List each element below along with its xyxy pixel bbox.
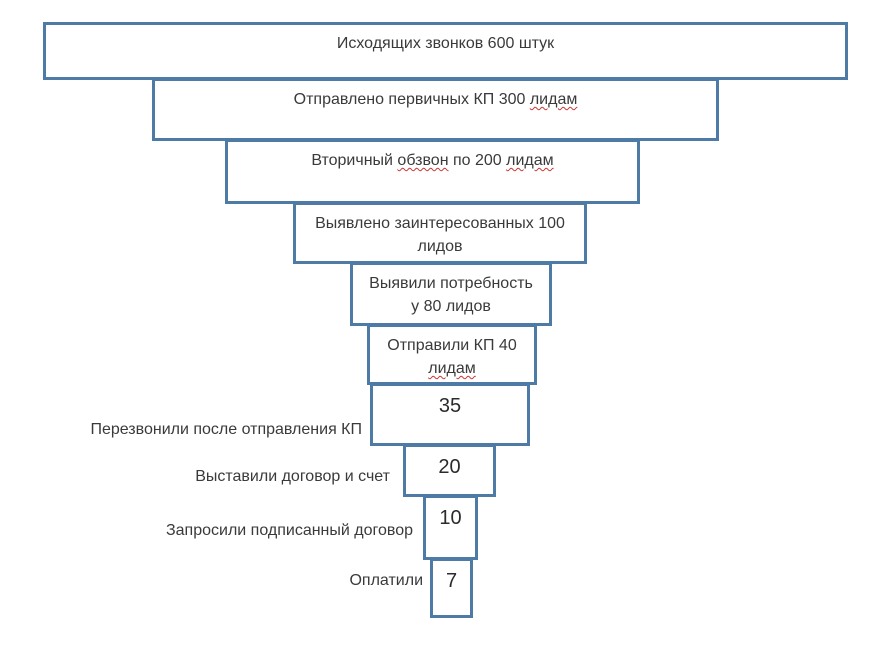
funnel-stage-10-box: [430, 558, 473, 618]
funnel-stage-5-label-line1: Выявили потребность: [369, 275, 533, 292]
funnel-stage-6-misspelled-word: лидам: [428, 360, 476, 377]
side-label-stage-8: Выставили договор и счет: [195, 468, 390, 485]
funnel-stage-3-label-mid: по 200: [448, 152, 507, 169]
funnel-stage-8-box: [403, 444, 496, 497]
funnel-stage-6-box: [367, 324, 537, 385]
funnel-stage-9-box: [423, 495, 478, 560]
side-label-stage-7: Перезвонили после отправления КП: [90, 421, 362, 438]
funnel-stage-2-box: [152, 78, 719, 141]
funnel-stage-1-label: Исходящих звонков 600 штук: [336, 35, 555, 52]
funnel-stage-4-box: [293, 202, 587, 264]
funnel-stage-2-misspelled-word: лидам: [529, 91, 578, 108]
funnel-stage-5-box: [350, 262, 552, 326]
side-label-stage-9: Запросили подписанный договор: [165, 522, 413, 539]
funnel-stage-8-value: 20: [438, 456, 461, 478]
funnel-stage-4-label-line2: лидов: [417, 238, 463, 255]
funnel-stage-9-value: 10: [439, 507, 462, 529]
funnel-stage-4-label-line1: Выявлено заинтересованных 100: [315, 215, 565, 232]
funnel-stage-2-label: Отправлено первичных КП 300: [293, 91, 530, 108]
funnel-stage-6-label-line1: Отправили КП 40: [387, 337, 517, 354]
funnel-stage-1-box: [43, 22, 848, 80]
funnel-stage-5-label-line2: у 80 лидов: [411, 298, 491, 315]
funnel-stage-10-value: 7: [445, 570, 458, 592]
funnel-stage-3-misspelled-word-2: лидам: [506, 152, 554, 169]
funnel-stage-7-box: [370, 383, 530, 446]
side-label-stage-10: Оплатили: [349, 572, 423, 589]
funnel-stage-3-box: [225, 139, 640, 204]
funnel-stage-3-label: Вторичный: [311, 152, 398, 169]
funnel-stage-3-misspelled-word-1: обзвон: [397, 152, 449, 169]
funnel-stage-7-value: 35: [438, 395, 462, 417]
